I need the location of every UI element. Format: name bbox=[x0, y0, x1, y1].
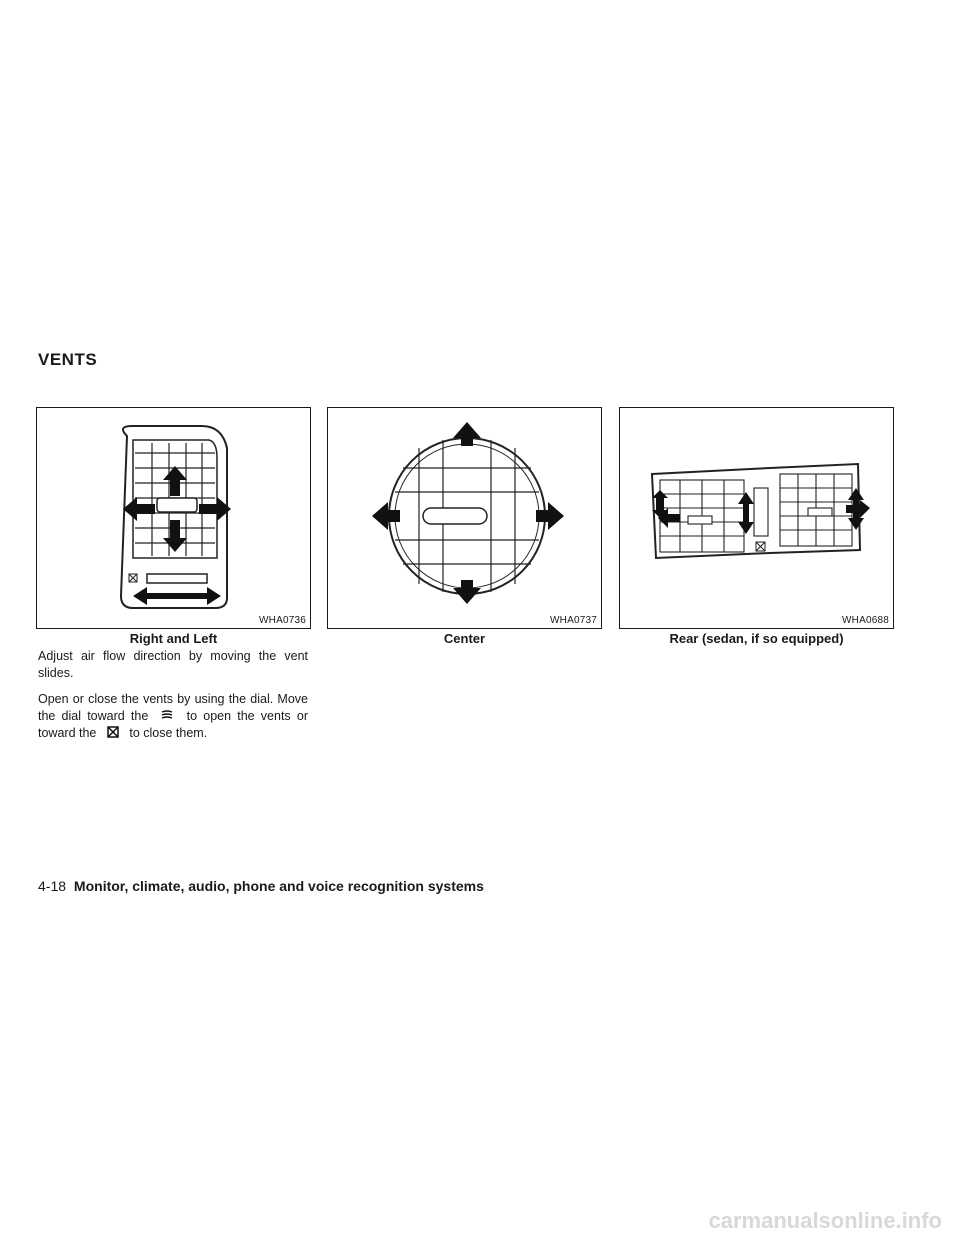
page-footer bbox=[38, 878, 484, 894]
figure-code: WHA0737 bbox=[550, 615, 597, 626]
section-title: VENTS bbox=[38, 350, 98, 369]
figure-code: WHA0736 bbox=[259, 615, 306, 626]
figure-right-left bbox=[36, 407, 311, 629]
figure-code: WHA0688 bbox=[842, 615, 889, 626]
paragraph-dial-part-1: Open or close the vents by using the dial. Move the dial toward the bbox=[38, 692, 308, 723]
center-vent-illustration bbox=[328, 408, 603, 630]
figure-caption: Center bbox=[443, 631, 486, 646]
vent-open-icon bbox=[159, 709, 175, 721]
figure-center bbox=[327, 407, 602, 629]
figure-caption: Rear (sedan, if so equipped) bbox=[669, 631, 844, 646]
right-left-vent-illustration bbox=[37, 408, 312, 630]
page-number: 4-18 bbox=[38, 878, 67, 894]
paragraph-dial bbox=[38, 691, 308, 742]
paragraph-air-flow: Adjust air flow direction by moving the vent slides. bbox=[38, 649, 308, 680]
body-text bbox=[38, 648, 308, 751]
figure-caption: Right and Left bbox=[129, 631, 218, 646]
vent-close-icon bbox=[105, 726, 121, 738]
watermark: carmanualsonline.info bbox=[708, 1208, 942, 1233]
chapter-title: Monitor, climate, audio, phone and voice recognition systems bbox=[73, 878, 484, 894]
paragraph-dial-part-2: to open the vents or toward the bbox=[38, 709, 308, 740]
figure-rear bbox=[619, 407, 894, 629]
paragraph-dial-part-3: to close them. bbox=[129, 726, 208, 740]
rear-vent-illustration bbox=[620, 408, 895, 630]
